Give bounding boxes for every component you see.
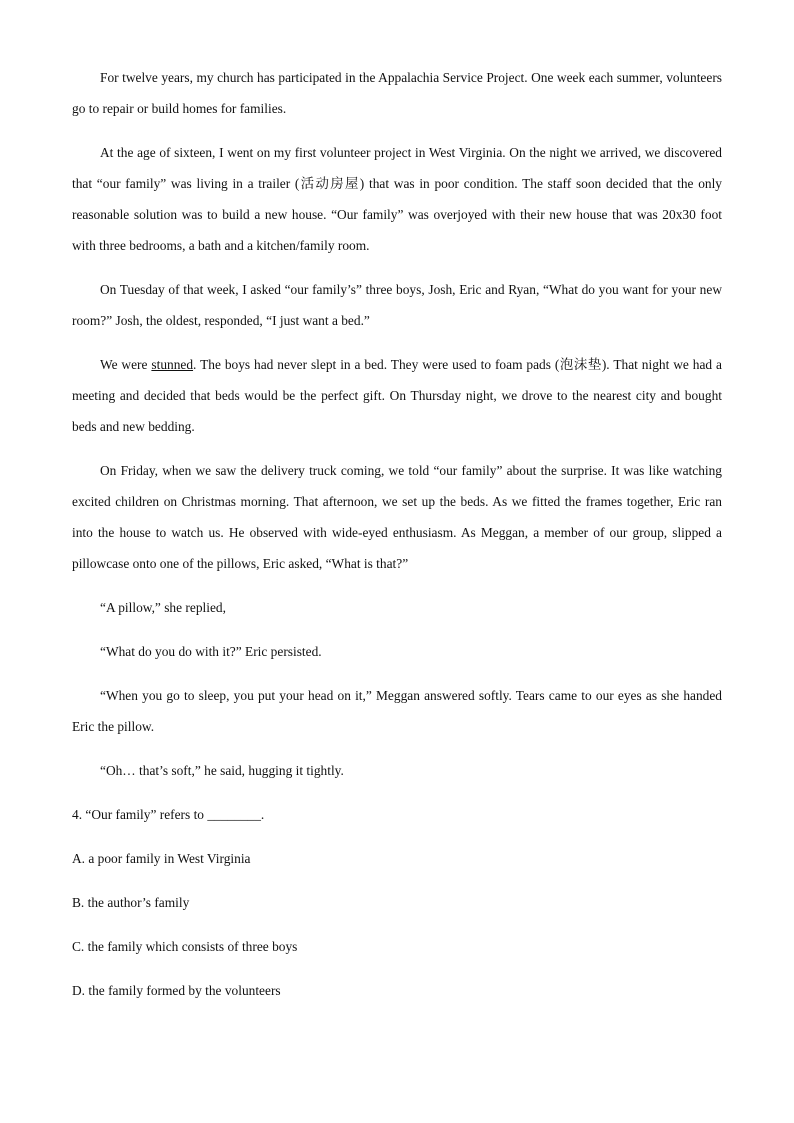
paragraph-4 xyxy=(72,349,722,442)
paragraph-7: “What do you do with it?” Eric persisted. xyxy=(100,644,322,659)
paragraph-3: On Tuesday of that week, I asked “our family’s” three boys, Josh, Eric and Ryan, “What do you want for your new room?” Josh, the oldest, responded, “I just want a bed.” xyxy=(72,282,722,328)
question-stem: 4. “Our family” refers to ________. xyxy=(72,807,265,822)
option-c: C. the family which consists of three boys xyxy=(72,939,298,954)
paragraph-1: For twelve years, my church has participated in the Appalachia Service Project. One week each summer, volunteers go to repair or build homes for families. xyxy=(72,70,722,116)
option-b: B. the author’s family xyxy=(72,895,190,910)
option-d: D. the family formed by the volunteers xyxy=(72,983,281,998)
paragraph-8: “When you go to sleep, you put your head on it,” Meggan answered softly. Tears came to our eyes as she handed Eric the pillow. xyxy=(72,688,722,734)
paragraph-4-end: . The boys had never slept in a bed. They were used to foam pads (泡沫垫). That night we had a meeting and decided that beds would be the perfect gift. On Thursday night, we drove to the nearest city and bought beds and new bedding. xyxy=(72,357,722,434)
paragraph-9: “Oh… that’s soft,” he said, hugging it tightly. xyxy=(100,763,344,778)
document-content xyxy=(72,62,722,1019)
paragraph-6: “A pillow,” she replied, xyxy=(100,600,226,615)
paragraph-5: On Friday, when we saw the delivery truck coming, we told “our family” about the surprise. It was like watching excited children on Christmas morning. That afternoon, we set up the beds. As we fitted the frames together, Eric ran into the house to watch us. He observed with wide-eyed enthusiasm. As Meggan, a member of our group, slipped a pillowcase onto one of the pillows, Eric asked, “What is that?” xyxy=(72,463,722,571)
option-a: A. a poor family in West Virginia xyxy=(72,851,251,866)
paragraph-2: At the age of sixteen, I went on my first volunteer project in West Virginia. On the night we arrived, we discovered that “our family” was living in a trailer (活动房屋) that was in poor condition. The staff soon decided that the only reasonable solution was to build a new house. “Our family” was overjoyed with their new house that was 20x30 foot with three bedrooms, a bath and a kitchen/family room. xyxy=(72,145,722,253)
underlined-word: stunned xyxy=(151,357,194,372)
paragraph-4-start: We were xyxy=(100,357,152,372)
